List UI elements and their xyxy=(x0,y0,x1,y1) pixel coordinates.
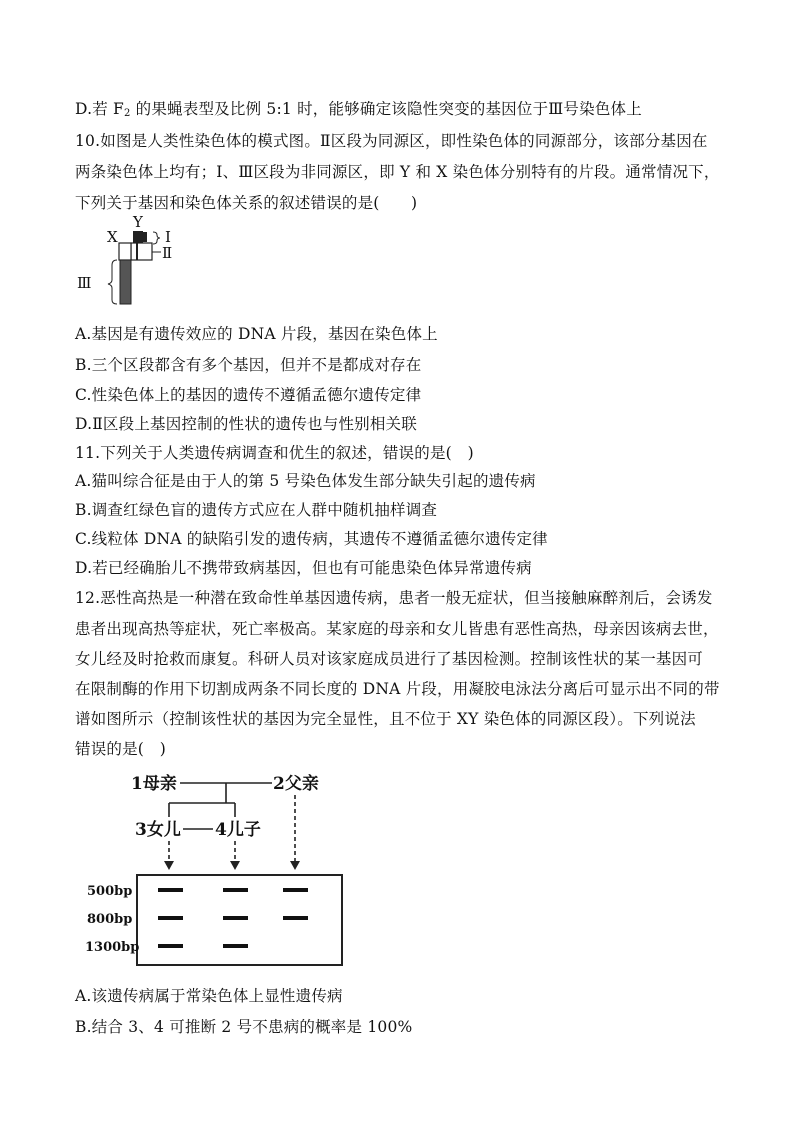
label-x-chromosome: X xyxy=(107,228,118,246)
q11-option-c: C.线粒体 DNA 的缺陷引发的遗传病，其遗传不遵循孟德尔遗传定律 xyxy=(75,530,548,548)
q9-option-d-subscript: 2 xyxy=(123,108,131,119)
q12-stem-line-2: 患者出现高热等症状，死亡率极高。某家庭的母亲和女儿皆患有恶性高热，母亲因该病去世， xyxy=(75,620,719,638)
x-region-ii xyxy=(119,243,131,260)
q12-option-a: A.该遗传病属于常染色体上显性遗传病 xyxy=(75,987,343,1005)
brace-i xyxy=(153,232,160,244)
q9-option-d-text-2: 的果蝇表型及比例 5:1 时，能够确定该隐性突变的基因位于Ⅲ号染色体上 xyxy=(130,100,642,118)
arrowhead-daughter xyxy=(164,861,174,870)
q9-option-d-text-1: D.若 F xyxy=(75,100,124,118)
band-father-500 xyxy=(283,888,308,892)
label-region-ii: Ⅱ xyxy=(162,244,173,262)
band-daughter-1300 xyxy=(158,944,183,948)
pedigree-electrophoresis-figure xyxy=(85,765,365,970)
label-father: 2父亲 xyxy=(273,774,319,794)
band-father-800 xyxy=(283,916,308,920)
y-region-i xyxy=(133,231,143,243)
band-daughter-800 xyxy=(158,916,183,920)
arrowhead-son xyxy=(230,861,240,870)
q12-stem-line-5: 谱如图所示（控制该性状的基因为完全显性，且不位于 XY 染色体的同源区段）。下列说法 xyxy=(75,710,696,728)
q10-stem-line-3: 下列关于基因和染色体关系的叙述错误的是( ) xyxy=(75,194,418,212)
q10-stem-line-1: 10.如图是人类性染色体的模式图。Ⅱ区段为同源区，即性染色体的同源部分，该部分基因在 xyxy=(75,132,708,150)
q12-option-b: B.结合 3、4 可推断 2 号不患病的概率是 100% xyxy=(75,1018,413,1036)
q10-stem-line-2: 两条染色体上均有；Ⅰ、Ⅲ区段为非同源区，即 Y 和 X 染色体分别特有的片段。通常情况下， xyxy=(75,163,720,181)
band-son-800 xyxy=(223,916,248,920)
q10-option-d: D.Ⅱ区段上基因控制的性状的遗传也与性别相关联 xyxy=(75,415,417,433)
q12-stem-line-4: 在限制酶的作用下切割成两条不同长度的 DNA 片段，用凝胶电泳法分离后可显示出不同的带 xyxy=(75,680,720,698)
q11-stem: 11.下列关于人类遗传病调查和优生的叙述，错误的是( ) xyxy=(75,444,474,462)
y-region-i-tab xyxy=(143,232,147,242)
q12-stem-line-6: 错误的是( ) xyxy=(75,740,166,758)
band-son-500 xyxy=(223,888,248,892)
q10-option-b: B.三个区段都含有多个基因，但并不是都成对存在 xyxy=(75,356,422,374)
band-daughter-500 xyxy=(158,888,183,892)
q11-option-b: B.调查红绿色盲的遗传方式应在人群中随机抽样调查 xyxy=(75,501,438,519)
label-800bp: 800bp xyxy=(87,912,133,927)
q11-option-a: A.猫叫综合征是由于人的第 5 号染色体发生部分缺失引起的遗传病 xyxy=(75,472,536,490)
q11-option-d: D.若已经确胎儿不携带致病基因，但也有可能患染色体异常遗传病 xyxy=(75,559,532,577)
label-1300bp: 1300bp xyxy=(85,940,140,955)
q10-option-a: A.基因是有遗传效应的 DNA 片段，基因在染色体上 xyxy=(75,325,438,343)
y-region-ii xyxy=(131,243,152,260)
x-region-iii xyxy=(120,260,131,304)
label-500bp: 500bp xyxy=(87,884,133,899)
label-region-i: Ⅰ xyxy=(165,228,171,246)
label-y-chromosome: Y xyxy=(133,213,143,231)
label-mother: 1母亲 xyxy=(131,774,177,794)
arrowhead-father xyxy=(290,861,300,870)
label-region-iii: Ⅲ xyxy=(77,274,92,292)
band-son-1300 xyxy=(223,944,248,948)
q10-option-c: C.性染色体上的基因的遗传不遵循孟德尔遗传定律 xyxy=(75,386,422,404)
sex-chromosome-diagram xyxy=(75,212,195,317)
q12-stem-line-3: 女儿经及时抢救而康复。科研人员对该家庭成员进行了基因检测。控制该性状的某一基因可 xyxy=(75,650,704,668)
label-son: 4儿子 xyxy=(215,820,261,840)
brace-iii xyxy=(108,260,117,304)
q9-option-d xyxy=(75,98,642,125)
q12-stem-line-1: 12.恶性高热是一种潜在致命性单基因遗传病，患者一般无症状，但当接触麻醉剂后，会诱发 xyxy=(75,589,713,607)
label-daughter: 3女儿 xyxy=(135,820,181,840)
